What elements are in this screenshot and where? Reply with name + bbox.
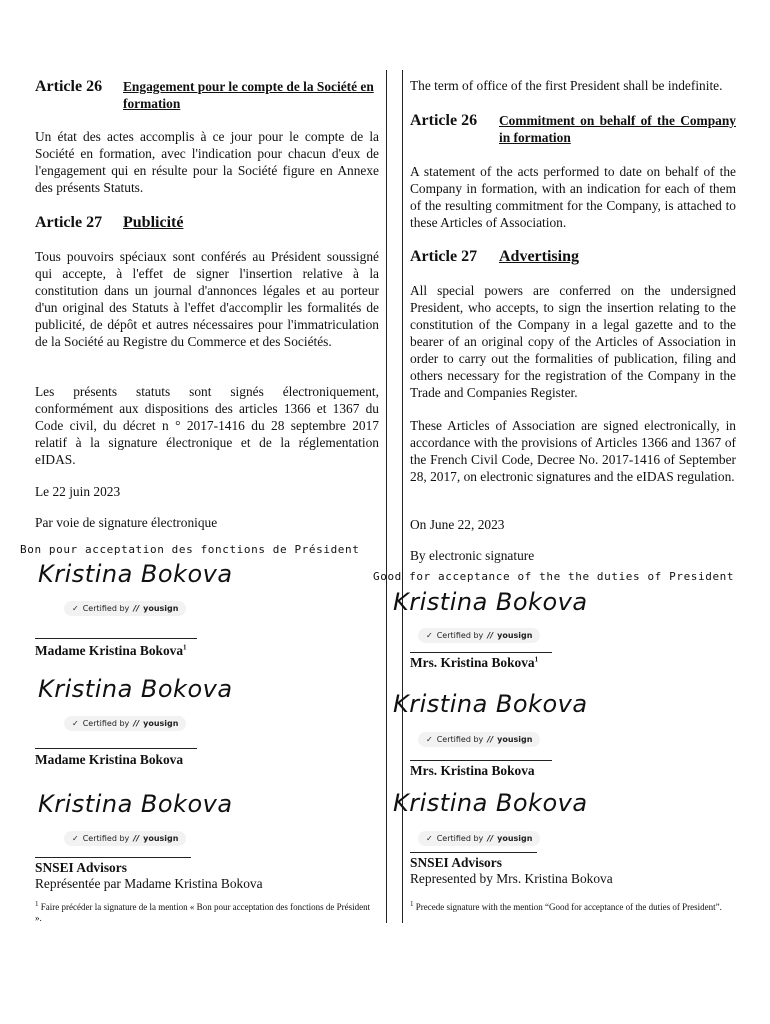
fr-signature-2: Kristina Bokova [38,675,233,703]
fr-article-27-text: Tous pouvoirs spéciaux sont conférés au Président soussigné qui accepte, à l'effet de signer l'insertion relative à la constitution dans un journal d'annonces légales et au porteur d'un original des Statuts à l'effet d'accomplir les formalités de publicité, de dépôt et autres nécessaires pour l'immatriculation de la Société au Registre du Commerce et des Sociétés. [35,249,379,349]
yousign-label: yousign [143,834,179,843]
certified-label: Certified by [82,834,130,843]
yousign-label: yousign [497,631,533,640]
en-signer-1: Mrs. Kristina Bokova$^1$ [410,655,539,670]
fr-certified-badge-2 [64,716,186,731]
en-article-27-text: All special powers are conferred on the undersigned President, who accepts, to sign the insertion relating to the constitution of the Company in a legal gazette and to the bearer of an original copy of the Articles of Association in order to carry out the formalities of publication, filing and others necessary for the registration of the Company in the Trade and Companies Register. [410,283,736,400]
certified-label: Certified by [82,604,130,613]
check-icon: ✓ [426,631,433,640]
en-signature-2: Kristina Bokova [393,690,588,718]
fr-signature-line-2 [35,748,197,749]
fr-represented-by: Représentée par Madame Kristina Bokova [35,876,263,891]
fr-signature-1: Kristina Bokova [38,560,233,588]
en-term-of-office: The term of office of the first President shall be indefinite. [410,78,723,93]
fr-company: SNSEI Advisors [35,860,127,875]
yousign-logo-icon: // [487,735,494,744]
en-signature-1: Kristina Bokova [393,588,588,616]
yousign-label: yousign [143,604,179,613]
fr-article-27-title: Publicité [123,214,184,231]
yousign-logo-icon: // [133,834,140,843]
en-signature-line-3 [410,852,537,853]
fr-signer-2: Madame Kristina Bokova [35,752,184,767]
fr-signature-statement: Les présents statuts sont signés électroniquement, conformément aux dispositions des articles 1366 et 1367 du Code civil, du décret n ° 2017-1416 du 28 septembre 2017 relatif à la signature électronique et de la réglementation eIDAS. [35,384,379,467]
fr-date: Le 22 juin 2023 [35,484,121,499]
en-represented-by: Represented by Mrs. Kristina Bokova [410,871,613,886]
en-mention: Good for acceptance of the the duties of President [373,570,735,583]
fr-signature-line-3 [35,857,191,858]
en-signature-line-1 [410,652,552,653]
fr-certified-badge-1 [64,601,186,616]
fr-signature-3: Kristina Bokova [38,790,233,818]
column-divider-left [386,70,387,923]
yousign-label: yousign [497,834,533,843]
check-icon: ✓ [72,719,79,728]
fr-article-26-text: Un état des actes accomplis à ce jour pour le compte de la Société en formation, avec l'indication pour chacun d'eux de l'engagement qui en résulte pour la Société figure en Annexe des présents Statuts. [35,129,379,195]
en-date: On June 22, 2023 [410,517,505,532]
certified-label: Certified by [436,834,484,843]
en-article-26-title: Commitment on behalf of the Company in formation [499,113,736,145]
check-icon: ✓ [426,735,433,744]
en-article-27-number: Article 27 [410,248,478,265]
check-icon: ✓ [426,834,433,843]
fr-signer-1: Madame Kristina Bokova$^1$ [35,643,187,658]
en-by-signature: By electronic signature [410,548,535,563]
en-article-26-text: A statement of the acts performed to date on behalf of the Company in formation, with an indication for each of them of the resulting commitment for the Company, is attached to these Articles of Association. [410,164,736,230]
yousign-logo-icon: // [133,604,140,613]
fr-certified-badge-3 [64,831,186,846]
fr-mention: Bon pour acceptation des fonctions de Président [20,543,360,556]
en-signature-line-2 [410,760,552,761]
yousign-logo-icon: // [487,631,494,640]
en-article-26-number: Article 26 [410,112,478,129]
yousign-label: yousign [497,735,533,744]
en-signer-2: Mrs. Kristina Bokova [410,763,535,778]
en-certified-badge-3 [418,831,540,846]
certified-label: Certified by [82,719,130,728]
yousign-logo-icon: // [487,834,494,843]
check-icon: ✓ [72,604,79,613]
en-signature-statement: These Articles of Association are signed electronically, in accordance with the provisions of Articles 1366 and 1367 of the French Civil Code, Decree No. 2017-1416 of September 28, 2017, on electronic signatures and the eIDAS regulation. [410,418,736,484]
yousign-label: yousign [143,719,179,728]
fr-article-27-number: Article 27 [35,214,103,231]
en-footnote: $^1$ Precede signature with the mention “Good for acceptance of the duties of President”. [410,900,722,912]
yousign-logo-icon: // [133,719,140,728]
en-certified-badge-2 [418,732,540,747]
certified-label: Certified by [436,631,484,640]
en-company: SNSEI Advisors [410,855,502,870]
fr-article-26-title: Engagement pour le compte de la Société en formation [123,79,374,111]
certified-label: Certified by [436,735,484,744]
check-icon: ✓ [72,834,79,843]
en-article-27-title: Advertising [499,248,579,265]
fr-footnote: $^1$ Faire précéder la signature de la mention « Bon pour acceptation des fonctions de Président ». [35,900,371,923]
fr-by-signature: Par voie de signature électronique [35,515,218,530]
fr-signature-line-1 [35,638,197,639]
en-signature-3: Kristina Bokova [393,789,588,817]
fr-article-26-number: Article 26 [35,78,103,95]
en-certified-badge-1 [418,628,540,643]
